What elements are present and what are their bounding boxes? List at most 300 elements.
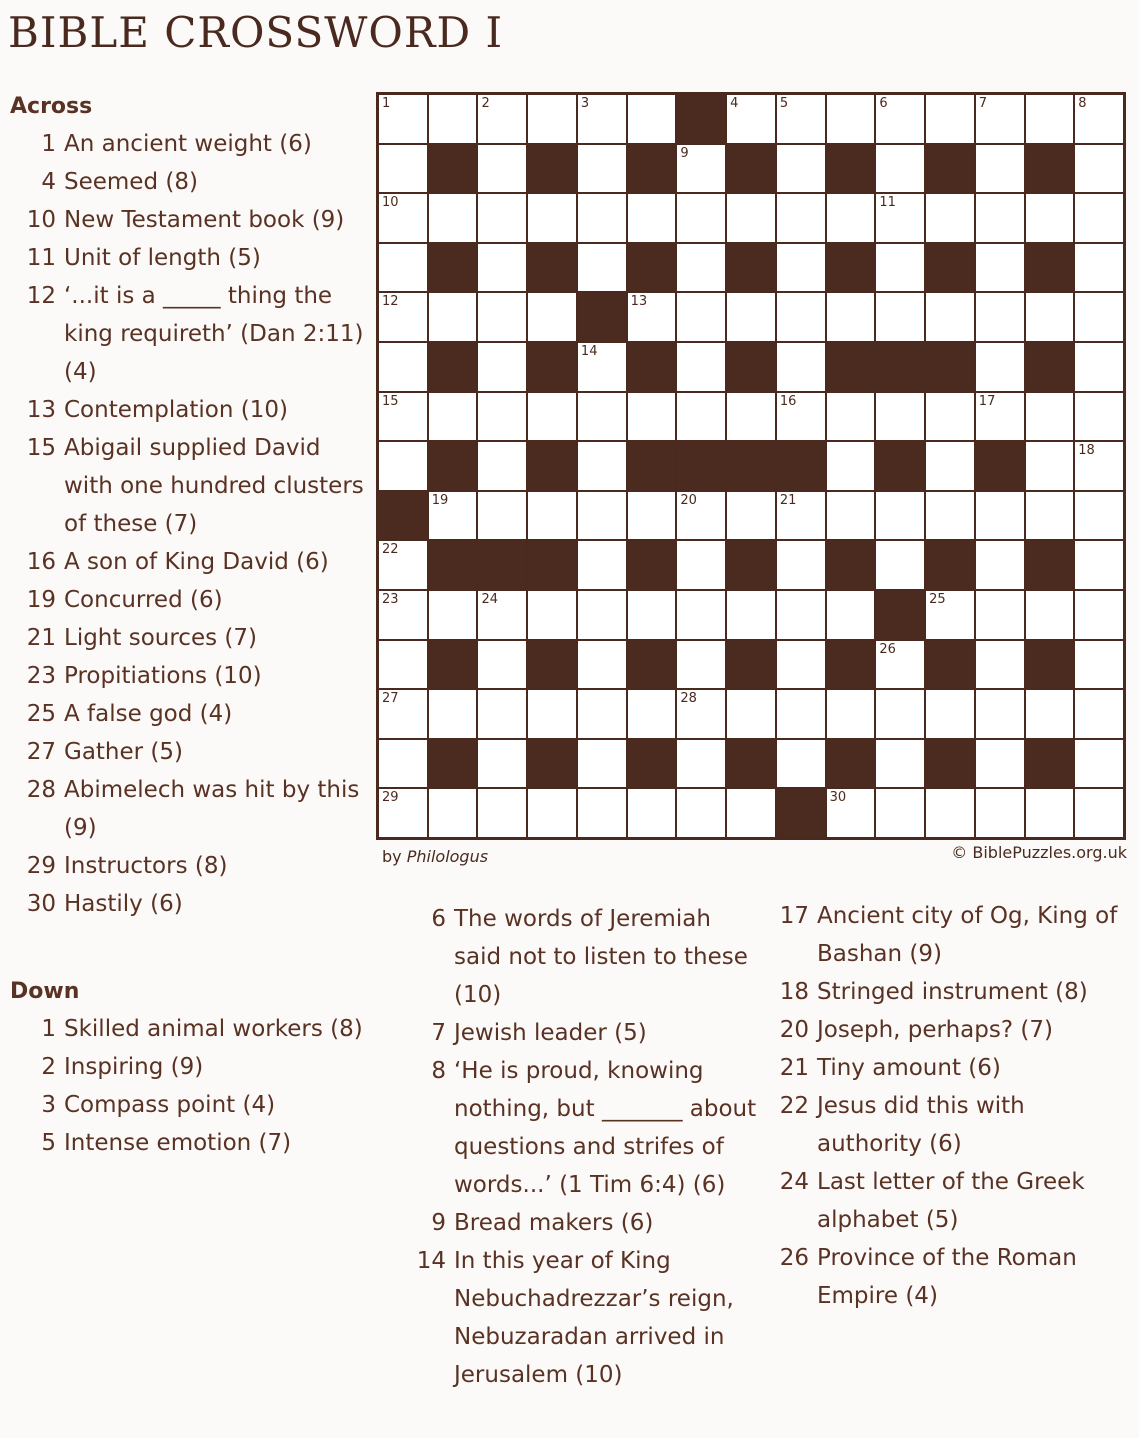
grid-block xyxy=(826,144,876,194)
grid-cell[interactable] xyxy=(378,292,428,342)
grid-cell[interactable] xyxy=(776,590,826,640)
clue-text: Light sources (7) xyxy=(64,625,257,651)
clue-text: Ancient city of Og, King of Bashan (9) xyxy=(817,903,1118,967)
grid-cell[interactable] xyxy=(1074,739,1124,789)
grid-cell[interactable] xyxy=(378,243,428,293)
grid-block xyxy=(925,540,975,590)
grid-cell[interactable] xyxy=(378,342,428,392)
cell-number: 11 xyxy=(879,195,896,211)
grid-cell[interactable] xyxy=(477,144,527,194)
grid-cell[interactable] xyxy=(875,739,925,789)
clue-item xyxy=(10,1086,370,1124)
cell-number: 6 xyxy=(879,96,888,111)
grid-cell[interactable] xyxy=(1074,342,1124,392)
cell-number: 17 xyxy=(978,393,996,409)
grid-cell[interactable] xyxy=(826,193,876,243)
grid-block xyxy=(428,739,478,789)
grid-block xyxy=(627,540,677,590)
grid-cell[interactable] xyxy=(627,292,677,342)
grid-block xyxy=(1025,739,1075,789)
grid-block xyxy=(627,739,677,789)
grid-cell[interactable] xyxy=(577,491,627,541)
grid-cell[interactable] xyxy=(925,689,975,739)
grid-cell[interactable] xyxy=(477,193,527,243)
clue-number: 21 xyxy=(779,1055,809,1081)
grid-cell[interactable] xyxy=(776,342,826,392)
grid-cell[interactable] xyxy=(676,788,726,838)
grid-cell[interactable] xyxy=(1025,689,1075,739)
grid-block xyxy=(428,144,478,194)
grid-cell[interactable] xyxy=(676,739,726,789)
grid-cell[interactable] xyxy=(975,540,1025,590)
clue-text: Hastily (6) xyxy=(64,891,183,917)
grid-cell[interactable] xyxy=(577,193,627,243)
grid-cell[interactable] xyxy=(527,193,577,243)
grid-cell[interactable] xyxy=(527,491,577,541)
down-heading: Down xyxy=(10,979,80,1004)
grid-cell[interactable] xyxy=(378,144,428,194)
grid-cell[interactable] xyxy=(975,144,1025,194)
grid-cell[interactable] xyxy=(1074,193,1124,243)
grid-cell[interactable] xyxy=(378,689,428,739)
grid-cell[interactable] xyxy=(975,243,1025,293)
grid-cell[interactable] xyxy=(1074,491,1124,541)
grid-cell[interactable] xyxy=(627,491,677,541)
grid-cell[interactable] xyxy=(875,540,925,590)
grid-cell[interactable] xyxy=(776,640,826,690)
clue-item xyxy=(10,429,370,543)
grid-cell[interactable] xyxy=(1025,193,1075,243)
grid-cell[interactable] xyxy=(577,540,627,590)
grid-cell[interactable] xyxy=(875,640,925,690)
clue-number: 13 xyxy=(26,397,56,423)
grid-cell[interactable] xyxy=(975,689,1025,739)
grid-block xyxy=(627,441,677,491)
grid-cell[interactable] xyxy=(875,94,925,144)
clue-text: Jewish leader (5) xyxy=(454,1020,647,1046)
grid-cell[interactable] xyxy=(975,640,1025,690)
clue-text: New Testament book (9) xyxy=(64,207,345,233)
grid-cell[interactable] xyxy=(1074,640,1124,690)
grid-block xyxy=(577,292,627,342)
grid-cell[interactable] xyxy=(676,640,726,690)
clue-text: A son of King David (6) xyxy=(64,549,329,575)
grid-cell[interactable] xyxy=(676,392,726,442)
grid-cell[interactable] xyxy=(577,243,627,293)
grid-cell[interactable] xyxy=(577,640,627,690)
grid-cell[interactable] xyxy=(378,739,428,789)
grid-cell[interactable] xyxy=(875,491,925,541)
grid-cell[interactable] xyxy=(477,590,527,640)
cell-number: 14 xyxy=(580,343,598,359)
clue-text: ‘He is proud, knowing nothing, but _______ about questions and strifes of words...’ (1 Tim 6:4) (6) xyxy=(454,1058,757,1198)
grid-cell[interactable] xyxy=(477,243,527,293)
grid-cell[interactable] xyxy=(477,392,527,442)
cell-number: 18 xyxy=(1078,443,1095,459)
grid-cell[interactable] xyxy=(527,788,577,838)
grid-cell[interactable] xyxy=(1074,441,1124,491)
byline-author: Philologus xyxy=(406,847,489,866)
grid-block xyxy=(428,640,478,690)
grid-cell[interactable] xyxy=(577,441,627,491)
grid-cell[interactable] xyxy=(428,491,478,541)
grid-cell[interactable] xyxy=(577,342,627,392)
clue-text: Bread makers (6) xyxy=(454,1210,654,1236)
across-clue-list xyxy=(10,125,370,923)
grid-block xyxy=(378,491,428,541)
cell-number: 16 xyxy=(779,393,797,409)
cell-number: 22 xyxy=(382,542,399,558)
byline-prefix: by xyxy=(382,847,402,866)
grid-cell[interactable] xyxy=(726,689,776,739)
grid-cell[interactable] xyxy=(1025,491,1075,541)
grid-block xyxy=(527,342,577,392)
grid-cell[interactable] xyxy=(925,392,975,442)
clue-text: Skilled animal workers (8) xyxy=(64,1016,363,1042)
grid-cell[interactable] xyxy=(925,193,975,243)
cell-number: 4 xyxy=(730,96,739,111)
grid-block xyxy=(676,94,726,144)
clue-number: 17 xyxy=(779,903,809,929)
grid-cell[interactable] xyxy=(1074,392,1124,442)
grid-cell[interactable] xyxy=(776,292,826,342)
clue-item xyxy=(10,695,370,733)
grid-cell[interactable] xyxy=(676,342,726,392)
clue-number: 7 xyxy=(431,1020,446,1046)
grid-cell[interactable] xyxy=(1074,540,1124,590)
grid-block xyxy=(428,342,478,392)
grid-cell[interactable] xyxy=(975,491,1025,541)
clue-text: A false god (4) xyxy=(64,701,233,727)
cell-number: 20 xyxy=(680,492,697,508)
grid-cell[interactable] xyxy=(428,292,478,342)
down-clue-list-left xyxy=(10,1010,370,1162)
grid-cell[interactable] xyxy=(925,491,975,541)
clue-text: Abigail supplied David with one hundred clusters of these (7) xyxy=(64,435,364,537)
grid-cell[interactable] xyxy=(875,193,925,243)
grid-cell[interactable] xyxy=(826,491,876,541)
grid-block xyxy=(726,144,776,194)
grid-block xyxy=(875,342,925,392)
clue-item xyxy=(10,885,370,923)
grid-block xyxy=(726,540,776,590)
clue-item xyxy=(765,897,1135,973)
grid-cell[interactable] xyxy=(826,590,876,640)
grid-cell[interactable] xyxy=(875,144,925,194)
grid-cell[interactable] xyxy=(925,94,975,144)
grid-cell[interactable] xyxy=(428,193,478,243)
grid-cell[interactable] xyxy=(975,739,1025,789)
clue-number: 6 xyxy=(431,906,446,932)
grid-cell[interactable] xyxy=(975,193,1025,243)
grid-cell[interactable] xyxy=(676,491,726,541)
grid-cell[interactable] xyxy=(428,392,478,442)
grid-block xyxy=(527,640,577,690)
down-clue-list-right xyxy=(765,897,1135,1315)
clue-text: Compass point (4) xyxy=(64,1092,276,1118)
grid-cell[interactable] xyxy=(975,590,1025,640)
cell-number: 2 xyxy=(481,96,490,111)
clue-item xyxy=(400,1052,760,1204)
clue-number: 10 xyxy=(26,207,56,233)
grid-block xyxy=(627,640,677,690)
grid-cell[interactable] xyxy=(875,788,925,838)
clue-number: 28 xyxy=(26,777,56,803)
grid-cell[interactable] xyxy=(1025,441,1075,491)
grid-block xyxy=(1025,243,1075,293)
grid-cell[interactable] xyxy=(925,788,975,838)
clue-text: In this year of King Nebuchadrezzar’s reign, Nebuzaradan arrived in Jerusalem (10) xyxy=(454,1248,734,1388)
grid-cell[interactable] xyxy=(577,689,627,739)
grid-cell[interactable] xyxy=(627,94,677,144)
crossword-grid xyxy=(376,92,1126,840)
grid-cell[interactable] xyxy=(378,640,428,690)
cell-number: 13 xyxy=(630,294,648,310)
clue-item xyxy=(10,657,370,695)
grid-cell[interactable] xyxy=(726,590,776,640)
grid-cell[interactable] xyxy=(726,292,776,342)
grid-cell[interactable] xyxy=(726,788,776,838)
clue-text: Joseph, perhaps? (7) xyxy=(817,1017,1053,1043)
grid-cell[interactable] xyxy=(776,243,826,293)
clue-number: 8 xyxy=(431,1058,446,1084)
grid-block xyxy=(925,144,975,194)
grid-cell[interactable] xyxy=(776,540,826,590)
cell-number: 9 xyxy=(680,145,689,161)
clue-number: 12 xyxy=(26,283,56,309)
grid-cell[interactable] xyxy=(627,392,677,442)
grid-cell[interactable] xyxy=(676,292,726,342)
grid-cell[interactable] xyxy=(975,94,1025,144)
clue-item xyxy=(765,1087,1135,1163)
grid-block xyxy=(826,739,876,789)
grid-cell[interactable] xyxy=(477,788,527,838)
grid-cell[interactable] xyxy=(577,788,627,838)
grid-block xyxy=(826,540,876,590)
grid-cell[interactable] xyxy=(1074,94,1124,144)
cell-number: 15 xyxy=(382,393,399,409)
grid-cell[interactable] xyxy=(527,689,577,739)
clue-number: 15 xyxy=(26,435,56,461)
clue-number: 24 xyxy=(779,1169,809,1195)
grid-cell[interactable] xyxy=(975,392,1025,442)
grid-block xyxy=(925,640,975,690)
grid-cell[interactable] xyxy=(1074,144,1124,194)
grid-cell[interactable] xyxy=(726,392,776,442)
clue-item xyxy=(10,619,370,657)
clue-number: 22 xyxy=(779,1093,809,1119)
clue-number: 21 xyxy=(26,625,56,651)
clue-item xyxy=(10,847,370,885)
grid-block xyxy=(1025,342,1075,392)
grid-cell[interactable] xyxy=(477,292,527,342)
clue-item xyxy=(10,277,370,391)
clue-text: Stringed instrument (8) xyxy=(817,979,1088,1005)
grid-block xyxy=(925,739,975,789)
grid-cell[interactable] xyxy=(826,392,876,442)
grid-cell[interactable] xyxy=(577,144,627,194)
grid-cell[interactable] xyxy=(676,144,726,194)
grid-cell[interactable] xyxy=(428,94,478,144)
grid-cell[interactable] xyxy=(826,94,876,144)
grid-cell[interactable] xyxy=(378,788,428,838)
cell-number: 19 xyxy=(431,492,449,508)
grid-cell[interactable] xyxy=(477,689,527,739)
grid-block xyxy=(975,441,1025,491)
clue-item xyxy=(400,1204,760,1242)
grid-cell[interactable] xyxy=(1025,94,1075,144)
grid-cell[interactable] xyxy=(676,193,726,243)
grid-cell[interactable] xyxy=(875,689,925,739)
byline xyxy=(382,847,488,866)
grid-cell[interactable] xyxy=(776,392,826,442)
grid-cell[interactable] xyxy=(577,590,627,640)
grid-cell[interactable] xyxy=(378,540,428,590)
grid-cell[interactable] xyxy=(676,689,726,739)
grid-cell[interactable] xyxy=(826,689,876,739)
clue-number: 4 xyxy=(41,169,56,195)
clue-item xyxy=(10,239,370,277)
grid-cell[interactable] xyxy=(676,540,726,590)
grid-block xyxy=(726,640,776,690)
grid-cell[interactable] xyxy=(527,94,577,144)
grid-cell[interactable] xyxy=(875,243,925,293)
grid-cell[interactable] xyxy=(776,689,826,739)
grid-cell[interactable] xyxy=(826,292,876,342)
grid-block xyxy=(875,441,925,491)
grid-cell[interactable] xyxy=(378,193,428,243)
grid-cell[interactable] xyxy=(925,441,975,491)
clue-text: Contemplation (10) xyxy=(64,397,288,423)
grid-cell[interactable] xyxy=(378,441,428,491)
grid-cell[interactable] xyxy=(627,689,677,739)
clue-text: Instructors (8) xyxy=(64,853,228,879)
cell-number: 26 xyxy=(879,641,896,657)
grid-block xyxy=(627,243,677,293)
grid-cell[interactable] xyxy=(577,739,627,789)
clue-text: Last letter of the Greek alphabet (5) xyxy=(817,1169,1085,1233)
clue-text: Tiny amount (6) xyxy=(817,1055,1001,1081)
grid-cell[interactable] xyxy=(378,94,428,144)
clue-text: Concurred (6) xyxy=(64,587,223,613)
grid-block xyxy=(776,441,826,491)
grid-cell[interactable] xyxy=(477,94,527,144)
grid-cell[interactable] xyxy=(975,788,1025,838)
clue-number: 14 xyxy=(416,1248,446,1274)
grid-cell[interactable] xyxy=(627,193,677,243)
clue-text: Intense emotion (7) xyxy=(64,1130,292,1156)
clue-number: 29 xyxy=(26,853,56,879)
grid-cell[interactable] xyxy=(826,441,876,491)
grid-cell[interactable] xyxy=(1025,590,1075,640)
clue-item xyxy=(10,543,370,581)
cell-number: 27 xyxy=(382,691,399,707)
left-column xyxy=(10,90,370,1162)
grid-cell[interactable] xyxy=(1025,292,1075,342)
grid-cell[interactable] xyxy=(577,392,627,442)
grid-cell[interactable] xyxy=(676,590,726,640)
grid-cell[interactable] xyxy=(776,739,826,789)
grid-cell[interactable] xyxy=(627,590,677,640)
grid-cell[interactable] xyxy=(776,491,826,541)
grid-cell[interactable] xyxy=(776,193,826,243)
grid-cell[interactable] xyxy=(726,94,776,144)
grid-cell[interactable] xyxy=(527,590,577,640)
clue-item xyxy=(10,771,370,847)
grid-cell[interactable] xyxy=(975,292,1025,342)
grid-cell[interactable] xyxy=(477,739,527,789)
grid-cell[interactable] xyxy=(627,788,677,838)
middle-column xyxy=(400,900,760,1394)
clue-number: 11 xyxy=(26,245,56,271)
grid-cell[interactable] xyxy=(925,292,975,342)
clue-number: 1 xyxy=(41,131,56,157)
grid-cell[interactable] xyxy=(1074,292,1124,342)
cell-number: 23 xyxy=(382,591,399,607)
grid-cell[interactable] xyxy=(776,144,826,194)
grid-cell[interactable] xyxy=(527,292,577,342)
cell-number: 24 xyxy=(481,591,498,607)
cell-number: 8 xyxy=(1078,96,1087,111)
grid-cell[interactable] xyxy=(1025,788,1075,838)
grid-block xyxy=(726,243,776,293)
grid-cell[interactable] xyxy=(477,640,527,690)
grid-block xyxy=(627,144,677,194)
grid-cell[interactable] xyxy=(428,590,478,640)
grid-cell[interactable] xyxy=(428,788,478,838)
right-column xyxy=(765,897,1135,1315)
grid-cell[interactable] xyxy=(428,689,478,739)
grid-cell[interactable] xyxy=(1025,392,1075,442)
clue-item xyxy=(10,1010,370,1048)
clue-item xyxy=(400,900,760,1014)
grid-block xyxy=(826,342,876,392)
grid-cell[interactable] xyxy=(477,342,527,392)
grid-cell[interactable] xyxy=(726,491,776,541)
grid-cell[interactable] xyxy=(826,788,876,838)
grid-cell[interactable] xyxy=(527,392,577,442)
clue-item xyxy=(10,163,370,201)
grid-cell[interactable] xyxy=(378,590,428,640)
clue-item xyxy=(10,581,370,619)
grid-cell[interactable] xyxy=(925,590,975,640)
grid-cell[interactable] xyxy=(477,441,527,491)
cell-number: 25 xyxy=(929,591,946,607)
grid-cell[interactable] xyxy=(1074,689,1124,739)
grid-cell[interactable] xyxy=(875,392,925,442)
grid-cell[interactable] xyxy=(776,94,826,144)
grid-cell[interactable] xyxy=(1074,788,1124,838)
grid-block xyxy=(627,342,677,392)
grid-cell[interactable] xyxy=(726,193,776,243)
grid-cell[interactable] xyxy=(378,392,428,442)
clue-item xyxy=(10,125,370,163)
clue-number: 25 xyxy=(26,701,56,727)
grid-cell[interactable] xyxy=(477,491,527,541)
grid-block xyxy=(925,342,975,392)
grid-cell[interactable] xyxy=(1074,243,1124,293)
clue-item xyxy=(765,1049,1135,1087)
grid-cell[interactable] xyxy=(676,243,726,293)
grid-cell[interactable] xyxy=(1074,590,1124,640)
grid-block xyxy=(1025,144,1075,194)
cell-number: 1 xyxy=(382,96,391,111)
clue-item xyxy=(765,1163,1135,1239)
clue-item xyxy=(400,1242,760,1394)
grid-cell[interactable] xyxy=(975,342,1025,392)
grid-cell[interactable] xyxy=(577,94,627,144)
grid-cell[interactable] xyxy=(875,292,925,342)
